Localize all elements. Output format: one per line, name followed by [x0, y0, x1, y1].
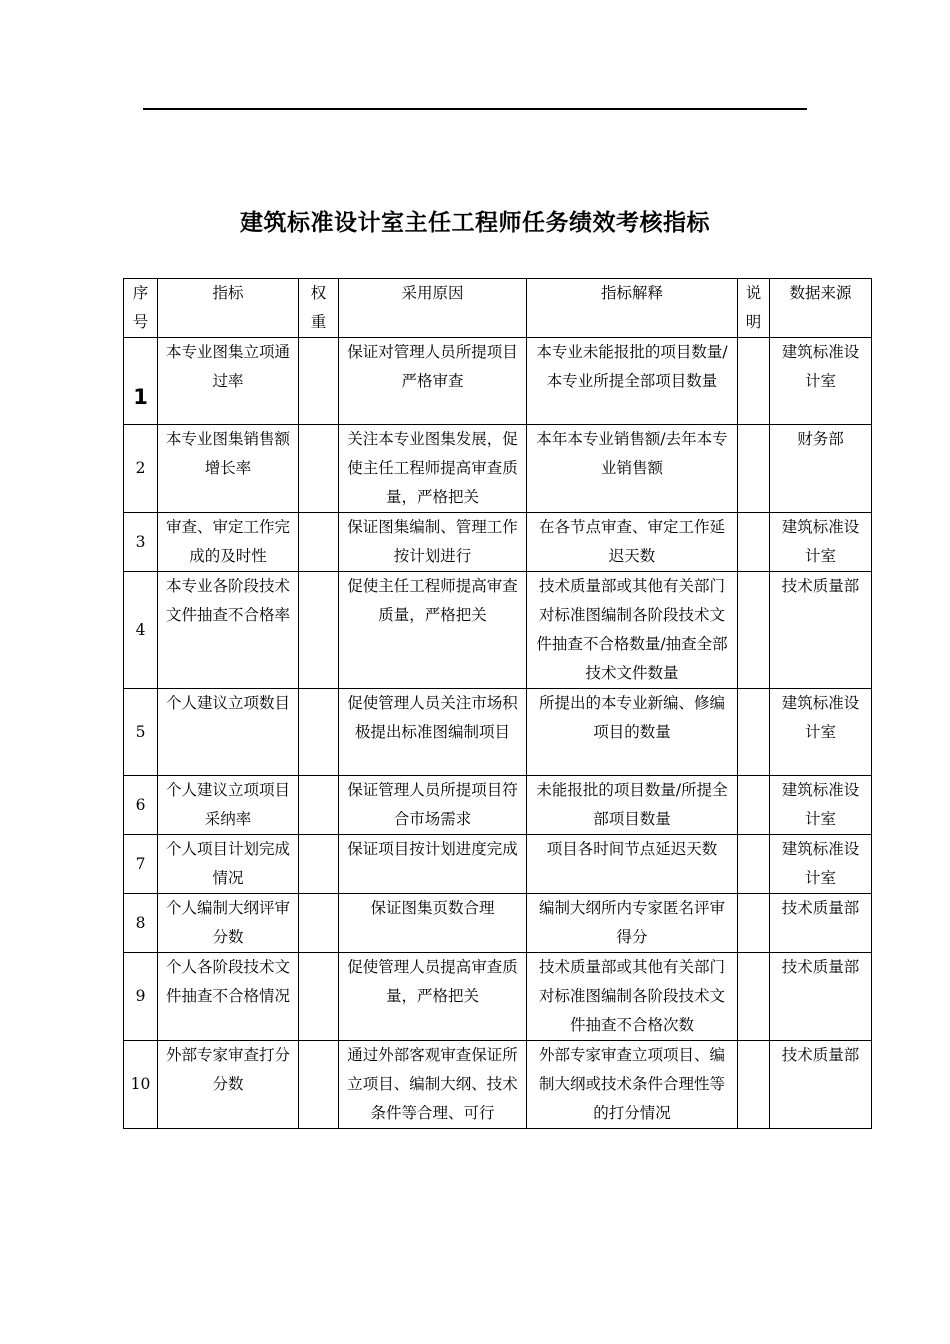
row-explanation: 项目各时间节点延迟天数 — [527, 835, 738, 894]
row-weight — [299, 953, 339, 1041]
header-seq: 序号 — [124, 279, 158, 338]
row-source: 财务部 — [770, 425, 872, 513]
row-source: 建筑标准设计室 — [770, 689, 872, 776]
row-source: 技术质量部 — [770, 953, 872, 1041]
row-indicator: 个人项目计划完成情况 — [158, 835, 299, 894]
row-seq: 4 — [124, 572, 158, 689]
row-indicator: 审查、审定工作完成的及时性 — [158, 513, 299, 572]
row-weight — [299, 689, 339, 776]
row-source: 技术质量部 — [770, 1041, 872, 1129]
row-reason: 保证对管理人员所提项目严格审查 — [339, 338, 527, 425]
row-seq: 10 — [124, 1041, 158, 1129]
header-weight: 权重 — [299, 279, 339, 338]
row-note — [738, 513, 770, 572]
row-explanation: 技术质量部或其他有关部门对标准图编制各阶段技术文件抽查不合格次数 — [527, 953, 738, 1041]
header-explanation: 指标解释 — [527, 279, 738, 338]
header-note: 说明 — [738, 279, 770, 338]
row-indicator: 个人建议立项项目采纳率 — [158, 776, 299, 835]
row-weight — [299, 776, 339, 835]
row-source: 技术质量部 — [770, 572, 872, 689]
row-reason: 关注本专业图集发展，促使主任工程师提高审查质量，严格把关 — [339, 425, 527, 513]
row-indicator: 本专业图集立项通过率 — [158, 338, 299, 425]
row-note — [738, 338, 770, 425]
row-weight — [299, 513, 339, 572]
row-source: 建筑标准设计室 — [770, 513, 872, 572]
table-row — [124, 338, 872, 425]
table-row — [124, 835, 872, 894]
row-explanation: 本专业未能报批的项目数量/本专业所提全部项目数量 — [527, 338, 738, 425]
header-source: 数据来源 — [770, 279, 872, 338]
row-weight — [299, 835, 339, 894]
table-row — [124, 572, 872, 689]
row-weight — [299, 1041, 339, 1129]
row-reason: 保证管理人员所提项目符合市场需求 — [339, 776, 527, 835]
row-explanation: 技术质量部或其他有关部门对标准图编制各阶段技术文件抽查不合格数量/抽查全部技术文件数量 — [527, 572, 738, 689]
row-seq: 5 — [124, 689, 158, 776]
row-reason: 保证图集编制、管理工作按计划进行 — [339, 513, 527, 572]
row-reason: 促使管理人员提高审查质量，严格把关 — [339, 953, 527, 1041]
row-seq: 1 — [124, 338, 158, 425]
row-explanation: 编制大纲所内专家匿名评审得分 — [527, 894, 738, 953]
table-row — [124, 689, 872, 776]
row-reason: 保证图集页数合理 — [339, 894, 527, 953]
row-weight — [299, 894, 339, 953]
table-row — [124, 953, 872, 1041]
table-row — [124, 894, 872, 953]
row-note — [738, 953, 770, 1041]
row-explanation: 所提出的本专业新编、修编项目的数量 — [527, 689, 738, 776]
header-rule — [143, 108, 807, 110]
row-seq: 8 — [124, 894, 158, 953]
row-source: 建筑标准设计室 — [770, 776, 872, 835]
row-note — [738, 776, 770, 835]
row-explanation: 外部专家审查立项项目、编制大纲或技术条件合理性等的打分情况 — [527, 1041, 738, 1129]
header-reason: 采用原因 — [339, 279, 527, 338]
row-note — [738, 425, 770, 513]
row-indicator: 个人各阶段技术文件抽查不合格情况 — [158, 953, 299, 1041]
table-row — [124, 513, 872, 572]
row-indicator: 个人编制大纲评审分数 — [158, 894, 299, 953]
row-seq: 7 — [124, 835, 158, 894]
row-reason: 促使主任工程师提高审查质量，严格把关 — [339, 572, 527, 689]
kpi-table — [123, 278, 872, 1129]
row-note — [738, 572, 770, 689]
row-note — [738, 894, 770, 953]
row-note — [738, 689, 770, 776]
table-row — [124, 776, 872, 835]
row-note — [738, 835, 770, 894]
row-weight — [299, 338, 339, 425]
row-indicator: 本专业图集销售额增长率 — [158, 425, 299, 513]
row-weight — [299, 572, 339, 689]
row-reason: 通过外部客观审查保证所立项目、编制大纲、技术条件等合理、可行 — [339, 1041, 527, 1129]
row-weight — [299, 425, 339, 513]
row-explanation: 在各节点审查、审定工作延迟天数 — [527, 513, 738, 572]
row-seq: 3 — [124, 513, 158, 572]
table-header-row — [124, 279, 872, 338]
row-indicator: 外部专家审查打分分数 — [158, 1041, 299, 1129]
row-reason: 促使管理人员关注市场积极提出标准图编制项目 — [339, 689, 527, 776]
row-indicator: 本专业各阶段技术文件抽查不合格率 — [158, 572, 299, 689]
row-reason: 保证项目按计划进度完成 — [339, 835, 527, 894]
row-indicator: 个人建议立项数目 — [158, 689, 299, 776]
table-row — [124, 1041, 872, 1129]
row-source: 建筑标准设计室 — [770, 835, 872, 894]
row-explanation: 未能报批的项目数量/所提全部项目数量 — [527, 776, 738, 835]
row-note — [738, 1041, 770, 1129]
table-row — [124, 425, 872, 513]
header-indicator: 指标 — [158, 279, 299, 338]
document-title: 建筑标准设计室主任工程师任务绩效考核指标 — [240, 210, 710, 236]
row-seq: 6 — [124, 776, 158, 835]
row-seq: 2 — [124, 425, 158, 513]
row-source: 技术质量部 — [770, 894, 872, 953]
row-explanation: 本年本专业销售额/去年本专业销售额 — [527, 425, 738, 513]
row-seq: 9 — [124, 953, 158, 1041]
row-source: 建筑标准设计室 — [770, 338, 872, 425]
